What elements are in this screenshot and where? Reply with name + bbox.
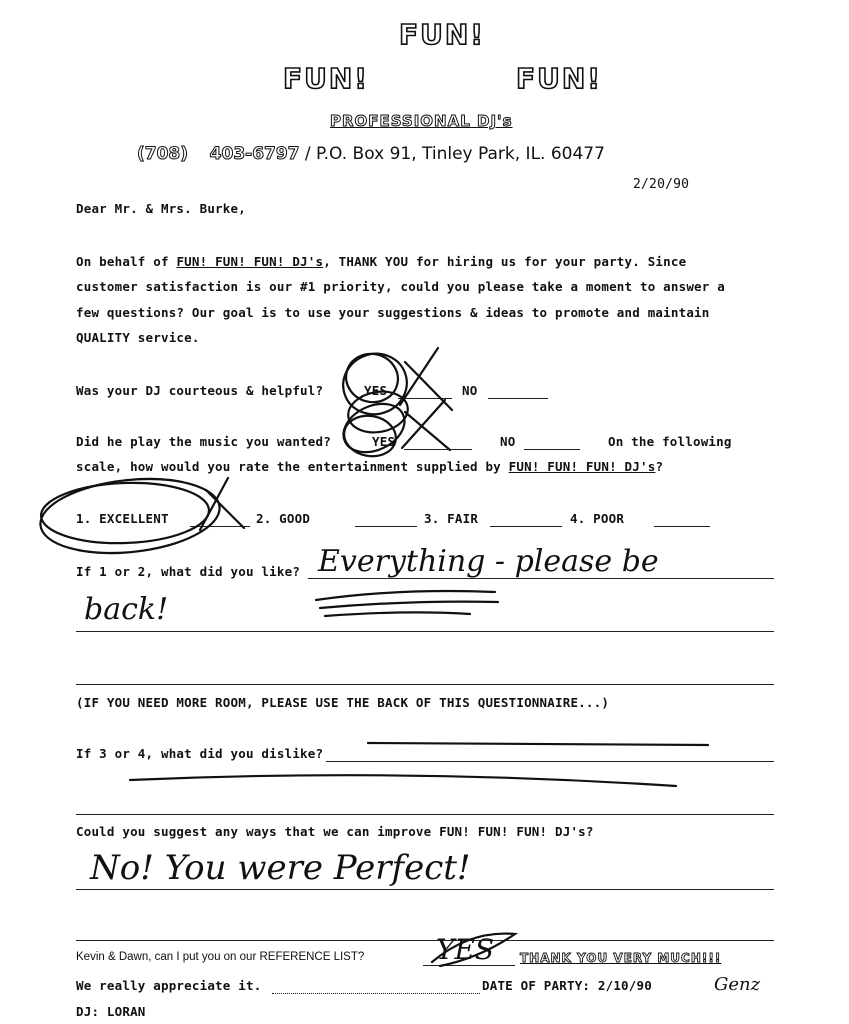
logo-fun-left: FUN!	[283, 62, 370, 95]
q3-post: ?	[655, 459, 664, 474]
handwritten-like-answer-2: back!	[84, 592, 169, 627]
question-improve: Could you suggest any ways that we can improve FUN! FUN! FUN! DJ's?	[76, 824, 594, 839]
p1-pre: On behalf of	[76, 254, 177, 269]
excellent-circle	[37, 471, 224, 561]
more-room-note: (IF YOU NEED MORE ROOM, PLEASE USE THE BACK OF THIS QUESTIONNAIRE...)	[76, 695, 610, 710]
like-underline-3	[325, 612, 470, 616]
thank-you-banner: THANK YOU VERY MUCH!!!	[520, 951, 722, 965]
reference-question: Kevin & Dawn, can I put you on our REFERENCE LIST?	[76, 951, 365, 963]
option-fair[interactable]: 3. FAIR	[424, 511, 479, 526]
q1-yes-label: YES	[364, 383, 388, 398]
q2-yes-label: YES	[372, 434, 396, 449]
handwritten-improve-answer: No! You were Perfect!	[90, 848, 471, 888]
phone-number: 403-6797	[209, 144, 300, 164]
p1-post: , THANK YOU for hiring us for your party. Since	[323, 254, 687, 269]
party-date: DATE OF PARTY: 2/10/90	[482, 978, 652, 993]
paragraph-line-4: QUALITY service.	[76, 330, 200, 345]
subtitle: PROFESSIONAL DJ's	[330, 112, 513, 130]
appreciate-text: We really appreciate it.	[76, 978, 262, 993]
excellent-circle-2	[40, 480, 210, 546]
q2-x-mark	[402, 400, 450, 450]
option-poor[interactable]: 4. POOR	[570, 511, 625, 526]
reference-swoosh	[432, 934, 515, 966]
dj-name: DJ: LORAN	[76, 1004, 146, 1019]
logo-fun-top: FUN!	[399, 18, 486, 51]
handwritten-signature: Genz	[714, 974, 761, 995]
handwritten-like-answer: Everything - please be	[318, 544, 659, 579]
question-like: If 1 or 2, what did you like?	[76, 564, 301, 579]
phone-area: (708)	[137, 144, 189, 164]
brand-name: FUN! FUN! FUN! DJ's	[176, 254, 324, 269]
question-music: Did he play the music you wanted?	[76, 434, 331, 449]
logo-fun-right: FUN!	[516, 62, 603, 95]
dislike-strike-2	[130, 775, 676, 786]
question-dislike: If 3 or 4, what did you dislike?	[76, 746, 324, 761]
q1-no-label: NO	[462, 383, 478, 398]
q2-tail: On the following	[608, 434, 732, 449]
like-underline-2	[320, 602, 498, 608]
paragraph-line-3: few questions? Our goal is to use your suggestions & ideas to promote and maintain	[76, 305, 710, 320]
option-excellent[interactable]: 1. EXCELLENT	[76, 511, 169, 526]
salutation: Dear Mr. & Mrs. Burke,	[76, 201, 246, 216]
yes-circle-2	[341, 348, 404, 408]
letter-date: 2/20/90	[633, 177, 690, 192]
dislike-strike-1	[368, 743, 708, 745]
question-courteous: Was your DJ courteous & helpful?	[76, 383, 324, 398]
like-underline-1	[316, 591, 495, 600]
q3-brand: FUN! FUN! FUN! DJ's	[508, 459, 656, 474]
option-good[interactable]: 2. GOOD	[256, 511, 311, 526]
paragraph-line-2: customer satisfaction is our #1 priority, could you please take a moment to answer a	[76, 279, 725, 294]
address: / P.O. Box 91, Tinley Park, IL. 60477	[304, 144, 605, 164]
q2-no-label: NO	[500, 434, 516, 449]
q3-pre: scale, how would you rate the entertainment supplied by	[76, 459, 509, 474]
handwritten-reference-answer: YES	[436, 933, 495, 966]
